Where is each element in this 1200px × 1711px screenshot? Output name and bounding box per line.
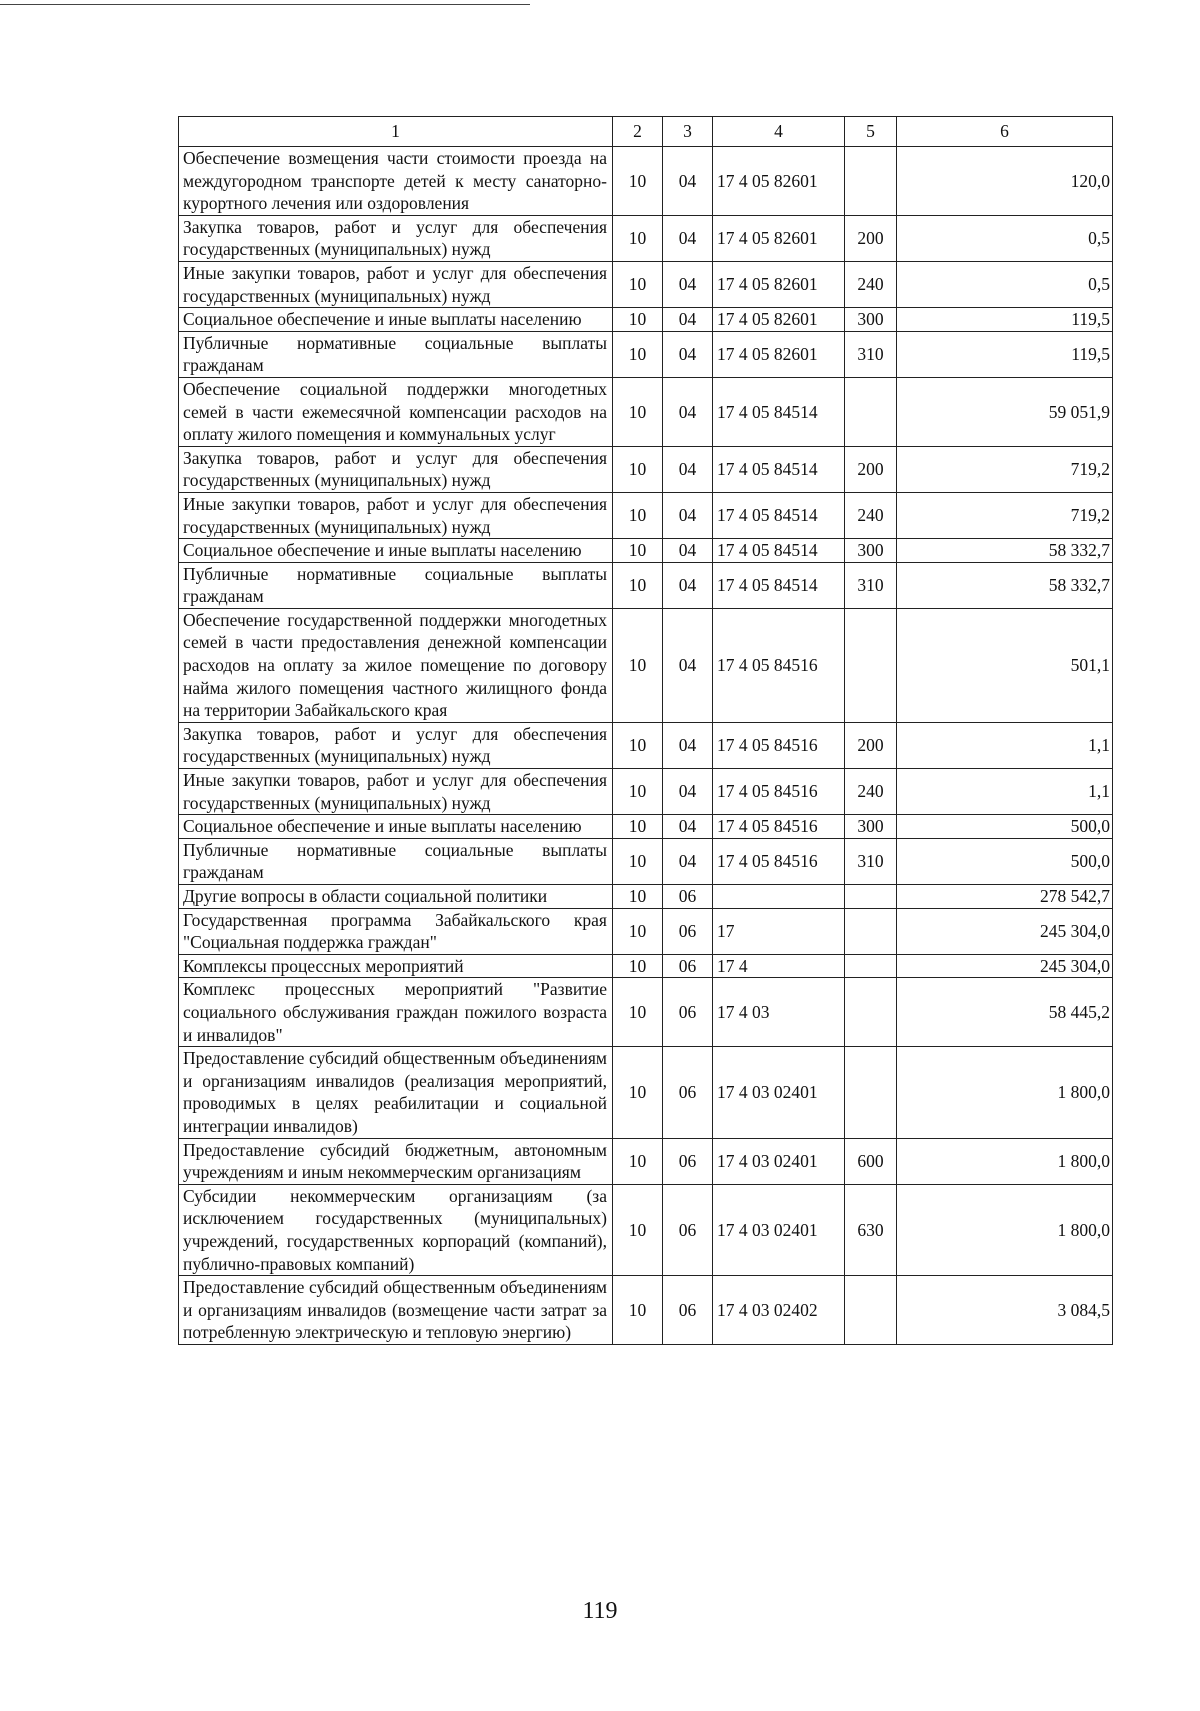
header-col-2: 2 xyxy=(613,117,663,147)
row-subsection: 04 xyxy=(663,608,713,722)
row-section: 10 xyxy=(613,954,663,978)
row-expense-type xyxy=(845,377,897,446)
row-target-code: 17 4 05 82601 xyxy=(713,261,845,307)
table-row xyxy=(179,608,1113,722)
row-target-code: 17 4 05 84514 xyxy=(713,562,845,608)
table-row xyxy=(179,331,1113,377)
row-subsection: 04 xyxy=(663,377,713,446)
row-expense-type: 310 xyxy=(845,562,897,608)
page-number: 119 xyxy=(582,1598,618,1624)
header-col-5: 5 xyxy=(845,117,897,147)
table-row xyxy=(179,954,1113,978)
row-name: Иные закупки товаров, работ и услуг для обеспечения государственных (муниципальных) нужд xyxy=(179,261,613,307)
row-target-code: 17 4 03 02401 xyxy=(713,1184,845,1275)
row-name: Закупка товаров, работ и услуг для обеспечения государственных (муниципальных) нужд xyxy=(179,446,613,492)
row-section: 10 xyxy=(613,722,663,768)
header-col-4: 4 xyxy=(713,117,845,147)
row-subsection: 06 xyxy=(663,885,713,909)
row-amount: 245 304,0 xyxy=(897,954,1113,978)
row-amount: 1 800,0 xyxy=(897,1047,1113,1138)
row-target-code: 17 4 05 82601 xyxy=(713,215,845,261)
row-target-code: 17 4 03 02402 xyxy=(713,1276,845,1345)
row-section: 10 xyxy=(613,885,663,909)
header-row xyxy=(179,117,1113,147)
row-subsection: 04 xyxy=(663,215,713,261)
row-amount: 245 304,0 xyxy=(897,908,1113,954)
row-expense-type: 200 xyxy=(845,215,897,261)
row-amount: 0,5 xyxy=(897,261,1113,307)
row-section: 10 xyxy=(613,815,663,839)
row-target-code: 17 4 05 82601 xyxy=(713,308,845,332)
table-row xyxy=(179,147,1113,216)
row-expense-type xyxy=(845,978,897,1047)
row-section: 10 xyxy=(613,1276,663,1345)
row-name: Закупка товаров, работ и услуг для обеспечения государственных (муниципальных) нужд xyxy=(179,215,613,261)
table-row xyxy=(179,492,1113,538)
table-row xyxy=(179,978,1113,1047)
row-target-code xyxy=(713,885,845,909)
row-target-code: 17 4 05 84516 xyxy=(713,769,845,815)
row-name: Публичные нормативные социальные выплаты гражданам xyxy=(179,838,613,884)
row-target-code: 17 4 xyxy=(713,954,845,978)
row-amount: 500,0 xyxy=(897,815,1113,839)
row-section: 10 xyxy=(613,838,663,884)
row-name: Социальное обеспечение и иные выплаты населению xyxy=(179,308,613,332)
row-amount: 1,1 xyxy=(897,769,1113,815)
row-target-code: 17 4 05 84514 xyxy=(713,377,845,446)
row-expense-type: 200 xyxy=(845,722,897,768)
row-expense-type: 240 xyxy=(845,492,897,538)
row-name: Закупка товаров, работ и услуг для обеспечения государственных (муниципальных) нужд xyxy=(179,722,613,768)
row-target-code: 17 4 03 02401 xyxy=(713,1047,845,1138)
row-section: 10 xyxy=(613,562,663,608)
row-subsection: 04 xyxy=(663,769,713,815)
row-amount: 120,0 xyxy=(897,147,1113,216)
row-name: Предоставление субсидий общественным объединениям и организациям инвалидов (реализация мероприятий, проводимых в целях реабилитации и социальной интеграции инвалидов) xyxy=(179,1047,613,1138)
row-amount: 59 051,9 xyxy=(897,377,1113,446)
row-expense-type xyxy=(845,908,897,954)
row-section: 10 xyxy=(613,147,663,216)
row-section: 10 xyxy=(613,608,663,722)
row-target-code: 17 xyxy=(713,908,845,954)
row-target-code: 17 4 05 84514 xyxy=(713,539,845,563)
row-section: 10 xyxy=(613,446,663,492)
budget-table xyxy=(178,116,1113,1345)
row-name: Обеспечение государственной поддержки многодетных семей в части предоставления денежной компенсации расходов на оплату за жилое помещение по договору найма жилого помещения частного жилищного фонда на территории Забайкальского края xyxy=(179,608,613,722)
table-row xyxy=(179,908,1113,954)
row-section: 10 xyxy=(613,978,663,1047)
row-expense-type xyxy=(845,885,897,909)
top-rule xyxy=(0,4,530,5)
row-section: 10 xyxy=(613,908,663,954)
row-expense-type: 240 xyxy=(845,261,897,307)
row-subsection: 04 xyxy=(663,539,713,563)
row-target-code: 17 4 03 02401 xyxy=(713,1138,845,1184)
row-amount: 0,5 xyxy=(897,215,1113,261)
header-col-6: 6 xyxy=(897,117,1113,147)
row-subsection: 04 xyxy=(663,722,713,768)
row-expense-type: 300 xyxy=(845,308,897,332)
row-target-code: 17 4 03 xyxy=(713,978,845,1047)
row-expense-type xyxy=(845,1276,897,1345)
row-section: 10 xyxy=(613,769,663,815)
table-body xyxy=(179,147,1113,1345)
row-target-code: 17 4 05 82601 xyxy=(713,331,845,377)
row-expense-type xyxy=(845,1047,897,1138)
row-section: 10 xyxy=(613,377,663,446)
row-name: Иные закупки товаров, работ и услуг для обеспечения государственных (муниципальных) нужд xyxy=(179,492,613,538)
row-name: Публичные нормативные социальные выплаты гражданам xyxy=(179,331,613,377)
row-section: 10 xyxy=(613,308,663,332)
row-amount: 58 332,7 xyxy=(897,539,1113,563)
table-row xyxy=(179,815,1113,839)
row-amount: 58 332,7 xyxy=(897,562,1113,608)
row-name: Предоставление субсидий бюджетным, автономным учреждениям и иным некоммерческим организациям xyxy=(179,1138,613,1184)
row-name: Социальное обеспечение и иные выплаты населению xyxy=(179,539,613,563)
row-amount: 1 800,0 xyxy=(897,1184,1113,1275)
row-name: Государственная программа Забайкальского края "Социальная поддержка граждан" xyxy=(179,908,613,954)
row-section: 10 xyxy=(613,261,663,307)
row-subsection: 04 xyxy=(663,446,713,492)
row-subsection: 04 xyxy=(663,261,713,307)
row-subsection: 04 xyxy=(663,815,713,839)
row-target-code: 17 4 05 84516 xyxy=(713,722,845,768)
row-subsection: 06 xyxy=(663,1184,713,1275)
table-row xyxy=(179,539,1113,563)
row-expense-type: 240 xyxy=(845,769,897,815)
table-row xyxy=(179,885,1113,909)
row-expense-type: 310 xyxy=(845,331,897,377)
row-expense-type xyxy=(845,954,897,978)
row-subsection: 06 xyxy=(663,908,713,954)
row-amount: 1 800,0 xyxy=(897,1138,1113,1184)
row-subsection: 04 xyxy=(663,838,713,884)
row-expense-type: 600 xyxy=(845,1138,897,1184)
row-name: Обеспечение социальной поддержки многодетных семей в части ежемесячной компенсации расходов на оплату жилого помещения и коммунальных услуг xyxy=(179,377,613,446)
row-target-code: 17 4 05 84516 xyxy=(713,815,845,839)
row-expense-type: 200 xyxy=(845,446,897,492)
row-subsection: 04 xyxy=(663,331,713,377)
table-row xyxy=(179,446,1113,492)
row-target-code: 17 4 05 84514 xyxy=(713,446,845,492)
row-subsection: 06 xyxy=(663,978,713,1047)
row-name: Иные закупки товаров, работ и услуг для обеспечения государственных (муниципальных) нужд xyxy=(179,769,613,815)
table-row xyxy=(179,769,1113,815)
row-amount: 119,5 xyxy=(897,331,1113,377)
header-col-1: 1 xyxy=(179,117,613,147)
row-amount: 3 084,5 xyxy=(897,1276,1113,1345)
table-row xyxy=(179,722,1113,768)
table-row xyxy=(179,261,1113,307)
row-expense-type: 300 xyxy=(845,815,897,839)
row-expense-type xyxy=(845,147,897,216)
table-row xyxy=(179,1138,1113,1184)
table-row xyxy=(179,562,1113,608)
table-row xyxy=(179,1047,1113,1138)
row-target-code: 17 4 05 84516 xyxy=(713,838,845,884)
row-amount: 58 445,2 xyxy=(897,978,1113,1047)
row-subsection: 04 xyxy=(663,308,713,332)
row-name: Комплексы процессных мероприятий xyxy=(179,954,613,978)
row-section: 10 xyxy=(613,539,663,563)
table-row xyxy=(179,377,1113,446)
table-row xyxy=(179,215,1113,261)
table-row xyxy=(179,1184,1113,1275)
row-name: Обеспечение возмещения части стоимости проезда на междугородном транспорте детей к месту санаторно-курортного лечения или оздоровления xyxy=(179,147,613,216)
row-name: Комплекс процессных мероприятий "Развитие социального обслуживания граждан пожилого возраста и инвалидов" xyxy=(179,978,613,1047)
table-row xyxy=(179,1276,1113,1345)
row-subsection: 06 xyxy=(663,1138,713,1184)
row-expense-type: 310 xyxy=(845,838,897,884)
row-target-code: 17 4 05 82601 xyxy=(713,147,845,216)
row-subsection: 04 xyxy=(663,147,713,216)
row-expense-type xyxy=(845,608,897,722)
row-expense-type: 300 xyxy=(845,539,897,563)
table-row xyxy=(179,838,1113,884)
row-name: Предоставление субсидий общественным объединениям и организациям инвалидов (возмещение части затрат за потребленную электрическую и тепловую энергию) xyxy=(179,1276,613,1345)
row-target-code: 17 4 05 84514 xyxy=(713,492,845,538)
row-amount: 501,1 xyxy=(897,608,1113,722)
row-amount: 719,2 xyxy=(897,492,1113,538)
row-amount: 278 542,7 xyxy=(897,885,1113,909)
row-section: 10 xyxy=(613,492,663,538)
row-amount: 119,5 xyxy=(897,308,1113,332)
row-section: 10 xyxy=(613,331,663,377)
row-amount: 719,2 xyxy=(897,446,1113,492)
row-name: Публичные нормативные социальные выплаты гражданам xyxy=(179,562,613,608)
row-section: 10 xyxy=(613,1184,663,1275)
row-amount: 500,0 xyxy=(897,838,1113,884)
row-name: Социальное обеспечение и иные выплаты населению xyxy=(179,815,613,839)
row-section: 10 xyxy=(613,1047,663,1138)
row-expense-type: 630 xyxy=(845,1184,897,1275)
row-name: Субсидии некоммерческим организациям (за исключением государственных (муниципальных) учреждений, государственных корпораций (компаний), публично-правовых компаний) xyxy=(179,1184,613,1275)
row-section: 10 xyxy=(613,1138,663,1184)
table-row xyxy=(179,308,1113,332)
row-target-code: 17 4 05 84516 xyxy=(713,608,845,722)
row-subsection: 06 xyxy=(663,1276,713,1345)
row-section: 10 xyxy=(613,215,663,261)
row-subsection: 06 xyxy=(663,1047,713,1138)
row-amount: 1,1 xyxy=(897,722,1113,768)
row-name: Другие вопросы в области социальной политики xyxy=(179,885,613,909)
row-subsection: 04 xyxy=(663,492,713,538)
row-subsection: 04 xyxy=(663,562,713,608)
header-col-3: 3 xyxy=(663,117,713,147)
row-subsection: 06 xyxy=(663,954,713,978)
